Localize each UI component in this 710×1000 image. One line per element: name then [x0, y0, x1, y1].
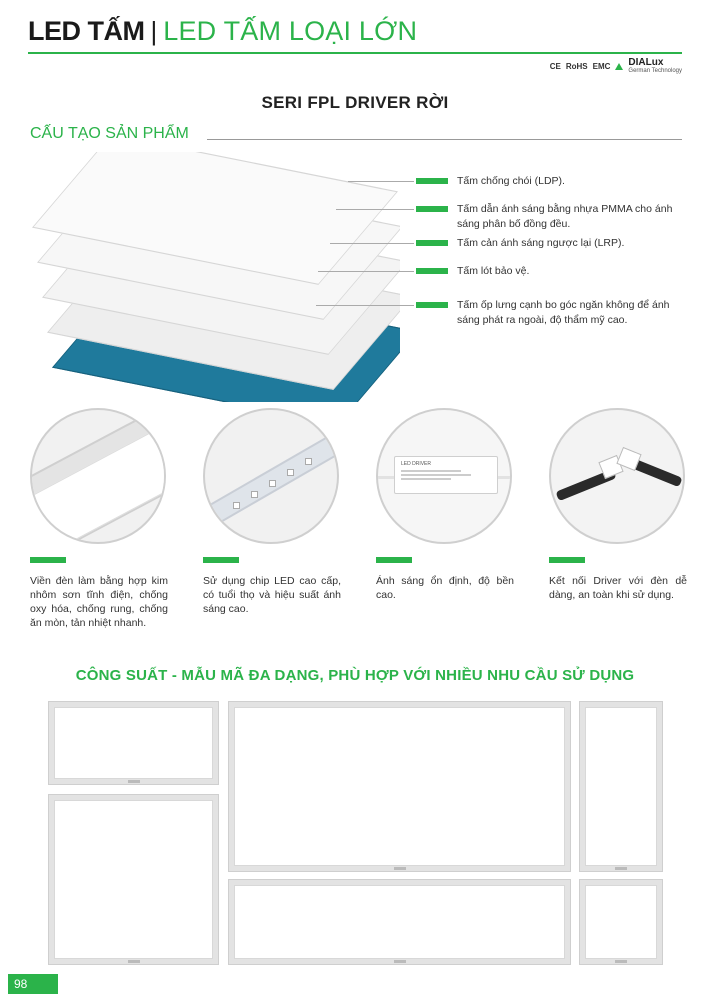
rohs-mark-icon: RoHS [565, 61, 588, 71]
driver-label: LED DRIVER [401, 461, 432, 467]
header-title-sub: LED TẤM LOẠI LỚN [163, 16, 418, 46]
callout-light-guide: Tấm dẫn ánh sáng bằng nhựa PMMA cho ánh sáng phân bố đồng đều. [416, 202, 692, 232]
feature-text: Viền đèn làm bằng hợp kim nhôm sơn tĩnh điện, chống oxy hóa, chống rung, chống ăn mòn, tản nhiệt nhanh. [30, 575, 168, 629]
feature-marker [203, 557, 239, 563]
callout-anti-glare: Tấm chống chói (LDP). [416, 174, 692, 189]
callout-marker [416, 240, 448, 246]
header-separator: | [150, 16, 158, 46]
callout-marker [416, 178, 448, 184]
feature-aluminium-frame [30, 408, 174, 630]
panel-600x300-top [48, 701, 219, 785]
frame-corner-image [30, 408, 166, 544]
dialux-triangle-icon [615, 63, 623, 70]
leader-line [348, 181, 414, 182]
page-header [28, 16, 417, 52]
feature-led-chips [203, 408, 347, 616]
series-title: SERI FPL DRIVER RỜI [261, 93, 449, 112]
panel-300x300-small [579, 879, 663, 965]
feature-text: Sử dụng chip LED cao cấp, có tuổi thọ và hiệu suất ánh sáng cao. [203, 575, 341, 615]
power-models-title: CÔNG SUẤT - MẪU MÃ ĐA DẠNG, PHÙ HỢP VỚI NHIỀU NHU CẦU SỬ DỤNG [75, 667, 635, 684]
feature-text: Ánh sáng ổn định, độ bền cao. [376, 575, 514, 601]
panel-1200x300-bottom [228, 879, 571, 965]
panel-600x300-vertical [579, 701, 663, 872]
panel-layers-illustration [30, 152, 400, 402]
feature-marker [549, 557, 585, 563]
structure-heading: CẤU TẠO SẢN PHẨM [30, 125, 189, 142]
certification-logos [550, 58, 682, 74]
callout-marker [416, 268, 448, 274]
connector-image [549, 408, 685, 544]
leader-line [316, 305, 414, 306]
feature-text: Kết nối Driver với đèn dễ dàng, an toàn khi sử dụng. [549, 575, 687, 601]
structure-heading-rule [207, 139, 682, 140]
callout-marker [416, 302, 448, 308]
feature-connector [549, 408, 693, 602]
led-driver-image [376, 408, 512, 544]
header-rule [28, 52, 682, 54]
page-number: 98 [8, 974, 58, 994]
leader-line [318, 271, 414, 272]
leader-line [330, 243, 414, 244]
ce-mark-icon: CE [549, 61, 561, 71]
panel-600x600-left [48, 794, 219, 965]
feature-marker [376, 557, 412, 563]
feature-marker [30, 557, 66, 563]
dialux-logo: DIALux German Technology [628, 57, 682, 74]
led-strip-image [203, 408, 339, 544]
header-title-main: LED TẤM [28, 16, 145, 46]
callout-marker [416, 206, 448, 212]
callout-back-plate: Tấm ốp lưng cạnh bo góc ngăn không để ánh sáng phát ra ngoài, độ thẩm mỹ cao. [416, 298, 692, 328]
leader-line [336, 209, 414, 210]
panel-1200x600-large [228, 701, 571, 872]
emc-mark-icon: EMC [592, 61, 611, 71]
feature-driver [376, 408, 520, 602]
callout-reflector: Tấm cản ánh sáng ngược lại (LRP). [416, 236, 692, 251]
callout-protective-sheet: Tấm lót bảo vệ. [416, 264, 692, 279]
